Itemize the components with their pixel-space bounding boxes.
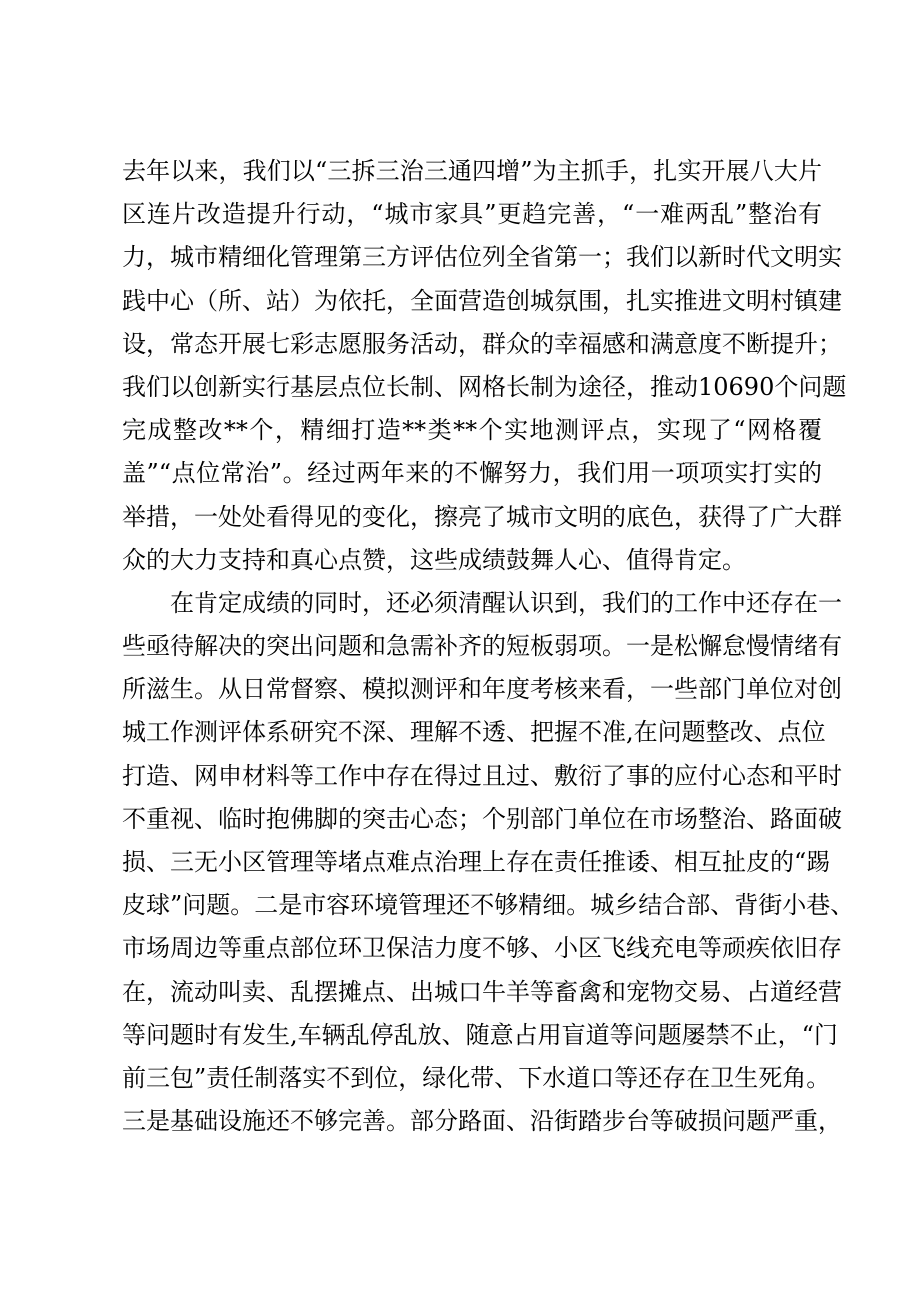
paragraph — [122, 150, 847, 582]
paragraph — [122, 582, 855, 1143]
text-line: 在，流动叫卖、乱摆摊点、出城口牛羊等畜禽和宠物交易、占道经营 — [122, 977, 842, 1006]
text-line: 前三包”责任制落实不到位，绿化带、下水道口等还存在卫生死角。 — [122, 1063, 831, 1092]
text-line: 践中心（所、站）为依托，全面营造创城氛围，扎实推进文明村镇建 — [122, 286, 842, 315]
text-line: 所滋生。从日常督察、模拟测评和年度考核来看，一些部门单位对创 — [122, 675, 842, 704]
text-line: 三是基础设施还不够完善。部分路面、沿街踏步台等破损问题严重， — [122, 1107, 842, 1136]
text-line: 完成整改**个，精细打造**类**个实地测评点，实现了“网格覆 — [122, 416, 822, 445]
text-line: 市场周边等重点部位环卫保洁力度不够、小区飞线充电等顽疾依旧存 — [122, 934, 842, 963]
text-line: 打造、网申材料等工作中存在得过且过、敷衍了事的应付心态和平时 — [122, 761, 842, 790]
text-line: 损、三无小区管理等堵点难点治理上存在责任推诿、相互扯皮的“踢 — [122, 848, 831, 876]
text-line: 我们以创新实行基层点位长制、网格长制为途径，推动10690个问题 — [122, 372, 847, 401]
text-line: 众的大力支持和真心点赞，这些成绩鼓舞人心、值得肯定。 — [122, 545, 746, 574]
text-line: 等问题时有发生,车辆乱停乱放、随意占用盲道等问题屡禁不止，“门 — [122, 1020, 838, 1049]
text-line: 些亟待解决的突出问题和急需补齐的短板弱项。一是松懈怠慢情绪有 — [122, 632, 842, 661]
text-line: 城工作测评体系研究不深、理解不透、把握不准,在问题整改、点位 — [122, 718, 826, 747]
text-line: 盖”“点位常治”。经过两年来的不懈努力，我们用一项项实打实的 — [122, 459, 822, 488]
text-line: 不重视、临时抱佛脚的突击心态；个别部门单位在市场整治、路面破 — [122, 804, 842, 833]
text-line: 去年以来，我们以“三拆三治三通四增”为主抓手，扎实开展八大片 — [122, 157, 822, 185]
text-line: 举措，一处处看得见的变化，擦亮了城市文明的底色，获得了广大群 — [122, 502, 842, 531]
text-line: 在肯定成绩的同时，还必须清醒认识到，我们的工作中还存在一 — [122, 588, 842, 617]
text-line: 设，常态开展七彩志愿服务活动，群众的幸福感和满意度不断提升； — [122, 329, 842, 358]
text-line: 力，城市精细化管理第三方评估位列全省第一；我们以新时代文明实 — [122, 243, 842, 272]
text-line: 皮球”问题。二是市容环境管理还不够精细。城乡结合部、背街小巷、 — [122, 891, 855, 920]
document-body — [122, 150, 855, 1143]
text-line: 区连片改造提升行动，“城市家具”更趋完善，“一难两乱”整治有 — [122, 200, 822, 229]
